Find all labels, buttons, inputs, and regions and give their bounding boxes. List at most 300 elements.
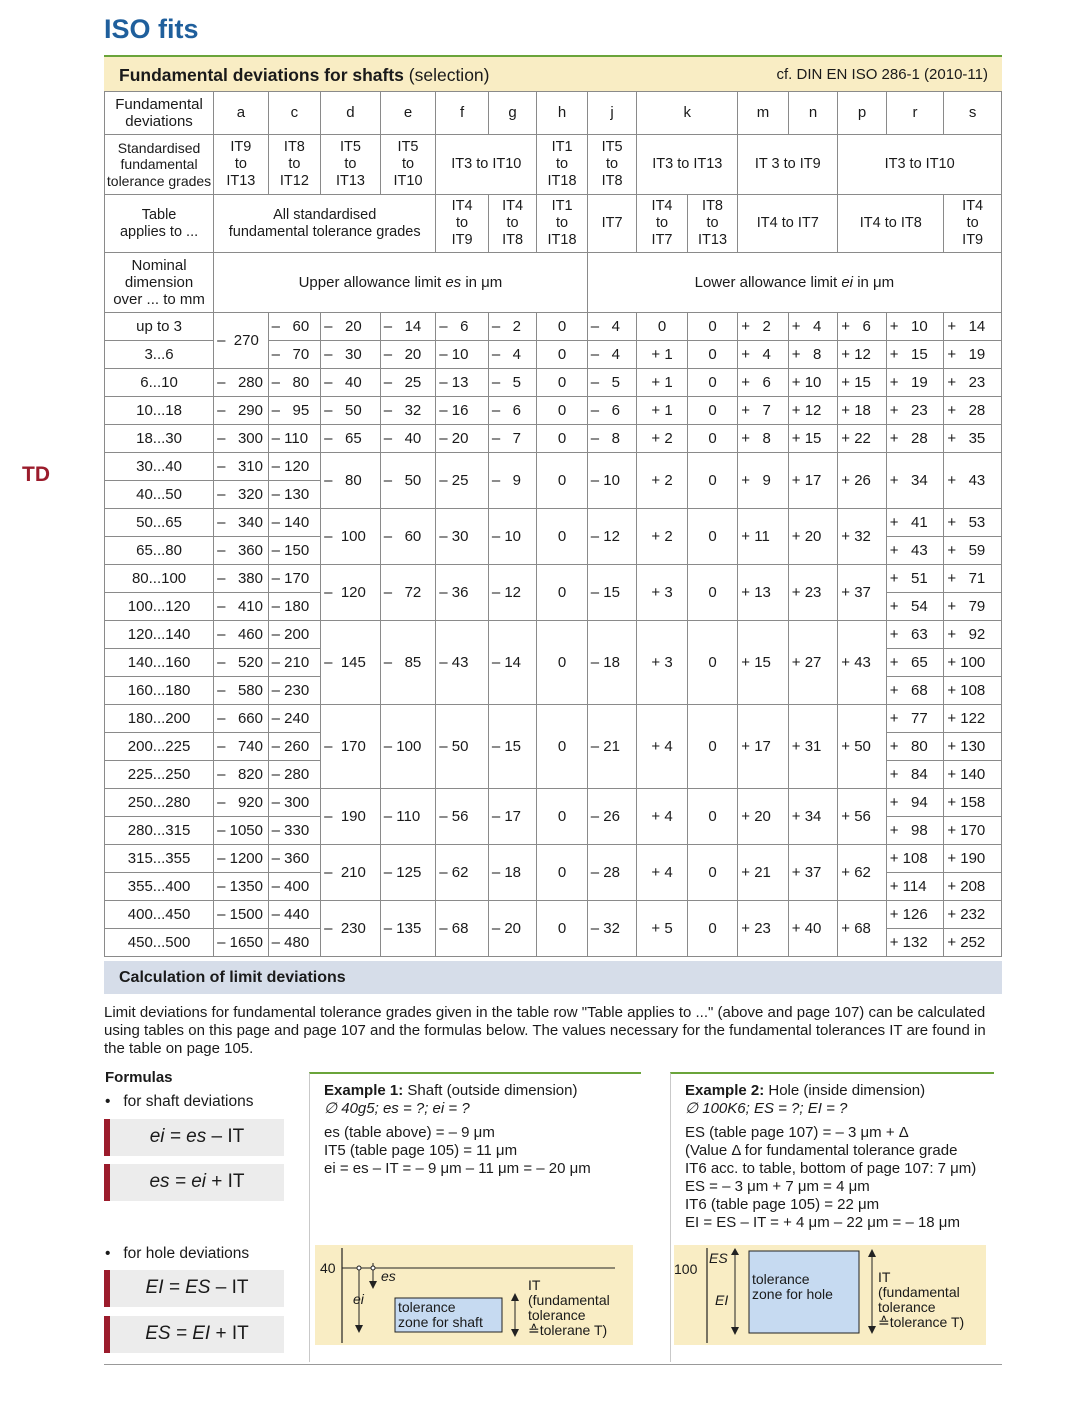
cell-r: + 126 xyxy=(886,901,944,929)
cell-k2: 0 xyxy=(687,397,738,425)
table-row xyxy=(105,565,1002,593)
applies-mn: IT4 to IT7 xyxy=(738,195,838,253)
formula-hole-1 xyxy=(104,1270,284,1307)
cell-p: + 37 xyxy=(838,565,886,621)
cell-f: – 56 xyxy=(436,789,489,845)
example-2-title-bold: Example 2: xyxy=(685,1082,765,1099)
applies-h: IT1 to IT18 xyxy=(537,195,588,253)
cell-e: – 110 xyxy=(380,789,436,845)
letter-p: p xyxy=(838,92,886,135)
cell-m: + 11 xyxy=(738,509,789,565)
letter-r: r xyxy=(886,92,944,135)
example-1-line2: es (table above) = – 9 μm xyxy=(324,1124,495,1141)
cell-k1: + 3 xyxy=(637,565,688,621)
formula-shaft-2 xyxy=(104,1164,284,1201)
cell-k2: 0 xyxy=(687,845,738,901)
cell-g: – 14 xyxy=(488,621,536,705)
cell-m: + 7 xyxy=(738,397,789,425)
cell-s: + 23 xyxy=(944,369,1002,397)
cell-nom: 3...6 xyxy=(105,341,214,369)
cell-nom: 450...500 xyxy=(105,929,214,957)
cell-d: – 40 xyxy=(321,369,381,397)
cell-n: + 31 xyxy=(788,705,837,789)
table-heading-bold: Fundamental deviations for shafts xyxy=(119,65,404,85)
cell-k2: 0 xyxy=(687,705,738,789)
table-row xyxy=(105,901,1002,929)
cell-s: + 14 xyxy=(944,313,1002,341)
cell-j: – 18 xyxy=(587,621,636,705)
table-row xyxy=(105,453,1002,481)
example-1-line4: ei = es – IT = – 9 μm – 11 μm = – 20 μm xyxy=(324,1160,591,1177)
table-heading xyxy=(119,65,490,86)
example-1-diagram-zone: tolerance zone for shaft xyxy=(398,1299,483,1330)
cell-k2: 0 xyxy=(687,509,738,565)
example-1-diagram-it: IT (fundamental tolerance ≙tolerane T) xyxy=(528,1277,610,1338)
cell-c: – 80 xyxy=(268,369,321,397)
cell-nom: 200...225 xyxy=(105,733,214,761)
cell-s: + 59 xyxy=(944,537,1002,565)
cell-m: + 15 xyxy=(738,621,789,705)
cell-k1: + 1 xyxy=(637,369,688,397)
cell-n: + 8 xyxy=(788,341,837,369)
cell-n: + 12 xyxy=(788,397,837,425)
example-2-line1: ∅ 100K6; ES = ?; EI = ? xyxy=(685,1100,848,1117)
cell-s: + 122 xyxy=(944,705,1002,733)
letter-g: g xyxy=(488,92,536,135)
cell-d: – 145 xyxy=(321,621,381,705)
cell-k2: 0 xyxy=(687,341,738,369)
cell-f: – 10 xyxy=(436,341,489,369)
cell-c: – 60 xyxy=(268,313,321,341)
cell-a: – 1650 xyxy=(214,929,269,957)
example-2-diagram-es: ES xyxy=(709,1250,728,1266)
cell-r: + 108 xyxy=(886,845,944,873)
cell-r: + 51 xyxy=(886,565,944,593)
cell-c: – 400 xyxy=(268,873,321,901)
formula-hole-1-a: EI = ES xyxy=(145,1277,211,1298)
shaft-deviations-label: • for shaft deviations xyxy=(105,1093,254,1110)
example-2-line2: ES (table page 107) = – 3 μm + Δ xyxy=(685,1124,909,1141)
section-tag: TD xyxy=(22,463,50,486)
cell-f: – 13 xyxy=(436,369,489,397)
cell-k2: 0 xyxy=(687,789,738,845)
table-row xyxy=(105,397,1002,425)
formula-hole-2-b: + IT xyxy=(210,1323,249,1344)
example-2-line3: (Value Δ for fundamental tolerance grade xyxy=(685,1142,958,1159)
cell-j: – 4 xyxy=(587,341,636,369)
cell-r: + 41 xyxy=(886,509,944,537)
cell-f: – 25 xyxy=(436,453,489,509)
cell-j: – 6 xyxy=(587,397,636,425)
cell-c: – 110 xyxy=(268,425,321,453)
cell-nom: 10...18 xyxy=(105,397,214,425)
example-1-diagram xyxy=(315,1245,633,1345)
grade-mn: IT 3 to IT9 xyxy=(738,135,838,195)
cell-a: – 660 xyxy=(214,705,269,733)
letter-h: h xyxy=(537,92,588,135)
cell-k1: + 4 xyxy=(637,705,688,789)
cell-c: – 440 xyxy=(268,901,321,929)
cell-c: – 70 xyxy=(268,341,321,369)
cell-s: + 208 xyxy=(944,873,1002,901)
cell-h: 0 xyxy=(537,425,588,453)
letter-j: j xyxy=(587,92,636,135)
cell-j: – 12 xyxy=(587,509,636,565)
cell-p: + 12 xyxy=(838,341,886,369)
calc-description: Limit deviations for fundamental tolerance grades given in the table row "Table applies to ..." (above and page 107) can be calculated using tables on this page and page 107 and the formulas below. The values necessary for the fundamental tolerances IT are found in the table on page 105. xyxy=(104,1004,986,1057)
cell-a: – 1050 xyxy=(214,817,269,845)
grade-a: IT9 to IT13 xyxy=(214,135,269,195)
example-1-diagram-es: es xyxy=(381,1268,396,1284)
cell-h: 0 xyxy=(537,509,588,565)
cell-g: – 18 xyxy=(488,845,536,901)
cell-r: + 77 xyxy=(886,705,944,733)
cell-c: – 480 xyxy=(268,929,321,957)
grade-c: IT8 to IT12 xyxy=(268,135,321,195)
cell-s: + 28 xyxy=(944,397,1002,425)
cell-s: + 92 xyxy=(944,621,1002,649)
cell-d: – 80 xyxy=(321,453,381,509)
cell-p: + 62 xyxy=(838,845,886,901)
cell-f: – 20 xyxy=(436,425,489,453)
cell-nom: 50...65 xyxy=(105,509,214,537)
cell-r: + 15 xyxy=(886,341,944,369)
cell-j: – 21 xyxy=(587,705,636,789)
example-2-line5: ES = – 3 μm + 7 μm = 4 μm xyxy=(685,1178,870,1195)
cell-j: – 28 xyxy=(587,845,636,901)
row-label-applies: Table applies to ... xyxy=(105,195,214,253)
calc-heading: Calculation of limit deviations xyxy=(104,961,1002,994)
cell-p: + 32 xyxy=(838,509,886,565)
cell-e: – 60 xyxy=(380,509,436,565)
cell-f: – 30 xyxy=(436,509,489,565)
cell-c: – 200 xyxy=(268,621,321,649)
cell-m: + 20 xyxy=(738,789,789,845)
example-2-line7: EI = ES – IT = + 4 μm – 22 μm = – 18 μm xyxy=(685,1214,960,1231)
cell-k2: 0 xyxy=(687,901,738,957)
lower-limit-a: Lower allowance limit xyxy=(694,273,842,291)
table-row xyxy=(105,845,1002,873)
cell-n: + 37 xyxy=(788,845,837,901)
cell-j: – 26 xyxy=(587,789,636,845)
row-label-deviations: Fundamental deviations xyxy=(105,92,214,135)
cell-c: – 180 xyxy=(268,593,321,621)
cell-h: 0 xyxy=(537,313,588,341)
cell-f: – 43 xyxy=(436,621,489,705)
cell-m: + 21 xyxy=(738,845,789,901)
cell-k1: + 5 xyxy=(637,901,688,957)
cell-r: + 94 xyxy=(886,789,944,817)
example-2-diagram xyxy=(674,1245,986,1345)
cell-e: – 135 xyxy=(380,901,436,957)
cell-j: – 5 xyxy=(587,369,636,397)
letter-s: s xyxy=(944,92,1002,135)
row-label-nominal: Nominal dimension over ... to mm xyxy=(105,253,214,313)
cell-f: – 50 xyxy=(436,705,489,789)
cell-p: + 26 xyxy=(838,453,886,509)
letter-d: d xyxy=(321,92,381,135)
cell-a: – 920 xyxy=(214,789,269,817)
cell-nom: 280...315 xyxy=(105,817,214,845)
letter-c: c xyxy=(268,92,321,135)
grade-j: IT5 to IT8 xyxy=(587,135,636,195)
cell-e: – 25 xyxy=(380,369,436,397)
shaft-label-text: for shaft deviations xyxy=(123,1093,254,1110)
example-2-title xyxy=(685,1082,980,1100)
cell-a: – 580 xyxy=(214,677,269,705)
cell-k2: 0 xyxy=(687,369,738,397)
cell-r: + 19 xyxy=(886,369,944,397)
example-2-diagram-zone: tolerance zone for hole xyxy=(752,1271,833,1302)
formula-shaft-2-b: + IT xyxy=(205,1171,245,1192)
cell-m: + 6 xyxy=(738,369,789,397)
cell-j: – 10 xyxy=(587,453,636,509)
cell-a: – 820 xyxy=(214,761,269,789)
cell-c: – 130 xyxy=(268,481,321,509)
cell-k1: + 2 xyxy=(637,425,688,453)
grade-h: IT1 to IT18 xyxy=(537,135,588,195)
cell-d: – 30 xyxy=(321,341,381,369)
cell-h: 0 xyxy=(537,453,588,509)
cell-nom: 40...50 xyxy=(105,481,214,509)
cell-c: – 150 xyxy=(268,537,321,565)
applies-ae: All standardised fundamental tolerance grades xyxy=(214,195,436,253)
letter-e: e xyxy=(380,92,436,135)
formulas-label: Formulas xyxy=(105,1069,173,1086)
cell-s: + 79 xyxy=(944,593,1002,621)
cell-nom: up to 3 xyxy=(105,313,214,341)
cell-f: – 6 xyxy=(436,313,489,341)
cell-n: + 34 xyxy=(788,789,837,845)
cell-k2: 0 xyxy=(687,425,738,453)
cell-nom: 160...180 xyxy=(105,677,214,705)
cell-g: – 6 xyxy=(488,397,536,425)
cell-a: – 740 xyxy=(214,733,269,761)
example-2-title-rest: Hole (inside dimension) xyxy=(764,1082,926,1099)
cell-s: + 158 xyxy=(944,789,1002,817)
grade-fg: IT3 to IT10 xyxy=(436,135,537,195)
cell-c: – 140 xyxy=(268,509,321,537)
cell-p: + 43 xyxy=(838,621,886,705)
cell-d: – 190 xyxy=(321,789,381,845)
grade-prs: IT3 to IT10 xyxy=(838,135,1002,195)
cell-a: – 360 xyxy=(214,537,269,565)
cell-d: – 230 xyxy=(321,901,381,957)
table-row xyxy=(105,313,1002,341)
cell-k2: 0 xyxy=(687,313,738,341)
cell-s: + 19 xyxy=(944,341,1002,369)
applies-k2: IT8 to IT13 xyxy=(687,195,738,253)
cell-e: – 85 xyxy=(380,621,436,705)
formula-shaft-2-a: es = ei xyxy=(149,1171,206,1192)
upper-limit-label xyxy=(214,253,588,313)
cell-p: + 18 xyxy=(838,397,886,425)
cell-r: + 54 xyxy=(886,593,944,621)
cell-e: – 32 xyxy=(380,397,436,425)
cell-h: 0 xyxy=(537,369,588,397)
cell-p: + 22 xyxy=(838,425,886,453)
cell-r: + 114 xyxy=(886,873,944,901)
cell-r: + 63 xyxy=(886,621,944,649)
applies-j: IT7 xyxy=(587,195,636,253)
cell-nom: 18...30 xyxy=(105,425,214,453)
cell-a: – 320 xyxy=(214,481,269,509)
cell-a: – 410 xyxy=(214,593,269,621)
cell-nom: 355...400 xyxy=(105,873,214,901)
cell-s: + 43 xyxy=(944,453,1002,509)
cell-a: – 1350 xyxy=(214,873,269,901)
cell-k1: + 1 xyxy=(637,397,688,425)
cell-c: – 360 xyxy=(268,845,321,873)
lower-limit-label xyxy=(587,253,1001,313)
cell-m: + 4 xyxy=(738,341,789,369)
applies-pr: IT4 to IT8 xyxy=(838,195,944,253)
example-2-diagram-value: 100 xyxy=(674,1261,698,1277)
cell-nom: 250...280 xyxy=(105,789,214,817)
cell-n: + 10 xyxy=(788,369,837,397)
example-2-line6: IT6 (table page 105) = 22 μm xyxy=(685,1196,880,1213)
table-row xyxy=(105,789,1002,817)
example-1-line1: ∅ 40g5; es = ?; ei = ? xyxy=(324,1100,470,1117)
cell-d: – 120 xyxy=(321,565,381,621)
cell-k1: + 3 xyxy=(637,621,688,705)
cell-r: + 34 xyxy=(886,453,944,509)
letter-k: k xyxy=(637,92,738,135)
cell-d: – 65 xyxy=(321,425,381,453)
hole-label-text: for hole deviations xyxy=(123,1245,250,1262)
cell-d: – 50 xyxy=(321,397,381,425)
cell-g: – 12 xyxy=(488,565,536,621)
cell-c: – 240 xyxy=(268,705,321,733)
cell-f: – 16 xyxy=(436,397,489,425)
cell-c: – 260 xyxy=(268,733,321,761)
hole-deviations-label: • for hole deviations xyxy=(105,1245,250,1262)
cell-g: – 20 xyxy=(488,901,536,957)
page-title: ISO fits xyxy=(104,14,199,44)
cell-s: + 252 xyxy=(944,929,1002,957)
example-1-title-bold: Example 1: xyxy=(324,1082,404,1099)
cell-a: – 520 xyxy=(214,649,269,677)
cell-c: – 170 xyxy=(268,565,321,593)
cell-e: – 100 xyxy=(380,705,436,789)
cell-p: + 68 xyxy=(838,901,886,957)
cell-s: + 35 xyxy=(944,425,1002,453)
cell-r: + 43 xyxy=(886,537,944,565)
table-header-bar xyxy=(104,55,1002,92)
cell-r: + 28 xyxy=(886,425,944,453)
example-2-diagram-ei: EI xyxy=(715,1292,729,1308)
cell-nom: 80...100 xyxy=(105,565,214,593)
cell-nom: 65...80 xyxy=(105,537,214,565)
cell-r: + 80 xyxy=(886,733,944,761)
example-1-line3: IT5 (table page 105) = 11 μm xyxy=(324,1142,518,1159)
cell-nom: 140...160 xyxy=(105,649,214,677)
example-2-diagram-it: IT (fundamental tolerance ≙tolerance T) xyxy=(878,1269,965,1330)
applies-f: IT4 to IT9 xyxy=(436,195,489,253)
cell-n: + 20 xyxy=(788,509,837,565)
letter-m: m xyxy=(738,92,789,135)
cell-g: – 7 xyxy=(488,425,536,453)
example-1-diagram-value: 40 xyxy=(320,1260,336,1276)
cell-m: + 23 xyxy=(738,901,789,957)
cell-m: + 13 xyxy=(738,565,789,621)
cell-g: – 4 xyxy=(488,341,536,369)
cell-p: + 56 xyxy=(838,789,886,845)
cell-g: – 9 xyxy=(488,453,536,509)
cell-c: – 120 xyxy=(268,453,321,481)
table-heading-rest: (selection) xyxy=(403,65,490,85)
applies-s: IT4 to IT9 xyxy=(944,195,1002,253)
cell-g: – 17 xyxy=(488,789,536,845)
cell-k1: + 1 xyxy=(637,341,688,369)
formula-hole-1-b: – IT xyxy=(210,1277,249,1298)
cell-e: – 125 xyxy=(380,845,436,901)
formula-shaft-1-a: ei = es xyxy=(149,1126,207,1147)
cell-s: + 130 xyxy=(944,733,1002,761)
cell-a: – 1200 xyxy=(214,845,269,873)
cell-h: 0 xyxy=(537,565,588,621)
cell-h: 0 xyxy=(537,789,588,845)
deviation-table xyxy=(104,91,1002,957)
cell-c: – 280 xyxy=(268,761,321,789)
cell-j: – 15 xyxy=(587,565,636,621)
cell-k2: 0 xyxy=(687,565,738,621)
lower-limit-ei: ei xyxy=(841,273,854,291)
grade-d: IT5 to IT13 xyxy=(321,135,381,195)
table-row xyxy=(105,509,1002,537)
cell-r: + 98 xyxy=(886,817,944,845)
cell-h: 0 xyxy=(537,397,588,425)
cell-j: – 8 xyxy=(587,425,636,453)
cell-e: – 40 xyxy=(380,425,436,453)
cell-nom: 315...355 xyxy=(105,845,214,873)
cell-n: + 23 xyxy=(788,565,837,621)
cell-f: – 36 xyxy=(436,565,489,621)
cell-s: + 108 xyxy=(944,677,1002,705)
row-label-grades: Standardised fundamental tolerance grades xyxy=(105,135,214,195)
cell-e: – 14 xyxy=(380,313,436,341)
cell-nom: 120...140 xyxy=(105,621,214,649)
cell-d: – 210 xyxy=(321,845,381,901)
cell-e: – 20 xyxy=(380,341,436,369)
cell-s: + 190 xyxy=(944,845,1002,873)
formula-hole-2-a: ES = EI xyxy=(145,1323,211,1344)
cell-f: – 68 xyxy=(436,901,489,957)
lower-limit-b: in μm xyxy=(853,273,895,291)
cell-a: – 270 xyxy=(214,313,269,369)
cell-a: – 460 xyxy=(214,621,269,649)
example-1-title xyxy=(324,1082,627,1100)
example-1-diagram-ei: ei xyxy=(353,1291,364,1307)
bottom-divider xyxy=(104,1364,1002,1365)
cell-r: + 10 xyxy=(886,313,944,341)
standard-reference: cf. DIN EN ISO 286-1 (2010-11) xyxy=(776,66,988,83)
cell-k1: 0 xyxy=(637,313,688,341)
cell-r: + 65 xyxy=(886,649,944,677)
cell-g: – 15 xyxy=(488,705,536,789)
cell-m: + 9 xyxy=(738,453,789,509)
table-row xyxy=(105,705,1002,733)
formula-shaft-1 xyxy=(104,1119,284,1156)
cell-s: + 170 xyxy=(944,817,1002,845)
cell-m: + 8 xyxy=(738,425,789,453)
cell-k2: 0 xyxy=(687,621,738,705)
cell-s: + 71 xyxy=(944,565,1002,593)
cell-a: – 290 xyxy=(214,397,269,425)
cell-c: – 230 xyxy=(268,677,321,705)
cell-nom: 100...120 xyxy=(105,593,214,621)
cell-c: – 95 xyxy=(268,397,321,425)
